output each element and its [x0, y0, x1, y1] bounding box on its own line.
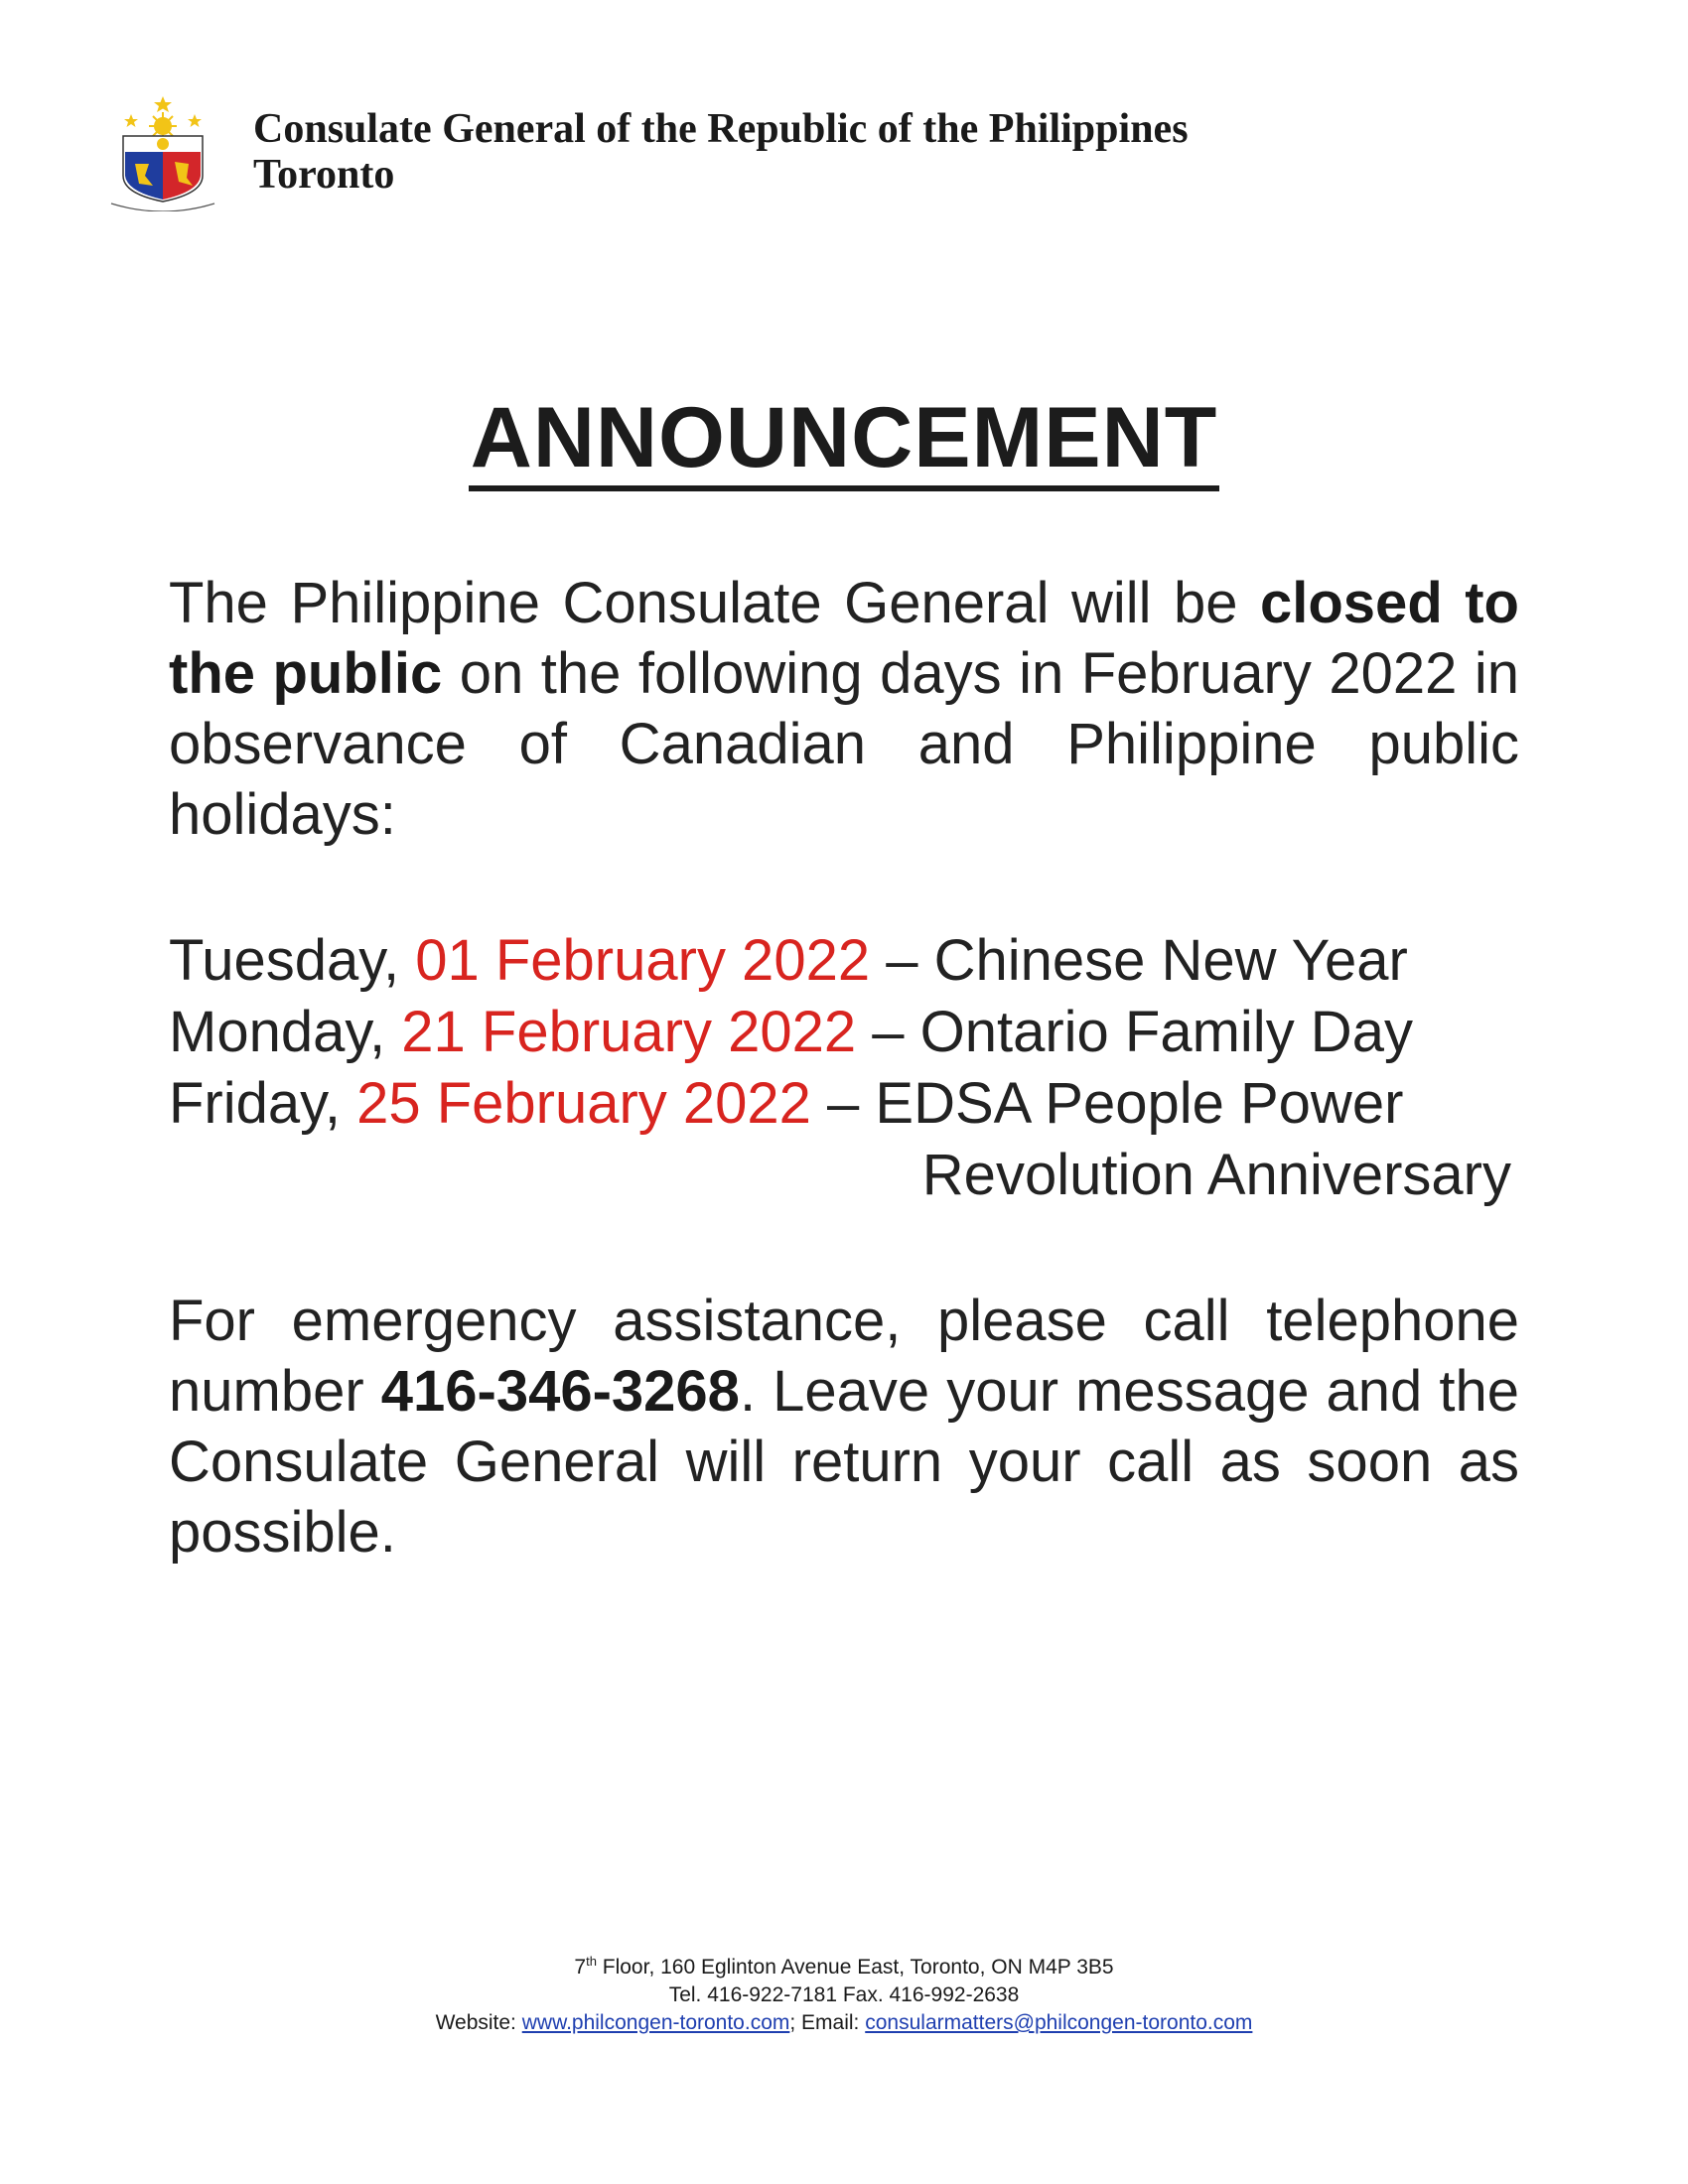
emergency-text-pre: For emergency assistance, please call telephone number: [169, 1289, 1519, 1424]
footer-address: [0, 1954, 1688, 1981]
holiday-day: Monday,: [169, 1000, 402, 1064]
holiday-event-continuation: Revolution Anniversary: [921, 1143, 1511, 1207]
holiday-date: 25 February 2022: [356, 1071, 811, 1136]
consulate-name: [253, 106, 1189, 198]
holiday-event: – EDSA People Power: [810, 1071, 1404, 1136]
email-link[interactable]: consularmatters@philcongen-toronto.com: [865, 2011, 1253, 2034]
consulate-name-line1: Consulate General of the Republic of the Philippines: [253, 106, 1189, 152]
emergency-phone: 416-346-3268: [380, 1359, 740, 1424]
philippine-seal-icon: [109, 94, 216, 211]
closure-text-pre: The Philippine Consulate General will be: [169, 571, 1260, 635]
emergency-paragraph: [169, 1286, 1519, 1568]
holiday-item: [169, 925, 1519, 997]
holiday-item: [169, 997, 1519, 1068]
closure-text-bold: closed to the public: [169, 571, 1519, 706]
footer-tel-fax: Tel. 416-922-7181 Fax. 416-992-2638: [668, 1983, 1020, 2006]
holiday-day: Tuesday,: [169, 928, 416, 993]
website-link[interactable]: www.philcongen-toronto.com: [521, 2011, 790, 2034]
footer-floor-suffix: th: [586, 1954, 597, 1969]
footer-address-text: Floor, 160 Eglinton Avenue East, Toronto, ON M4P 3B5: [596, 1956, 1114, 1979]
closure-paragraph: [169, 568, 1519, 850]
closure-text-post: on the following days in February 2022 in observance of Canadian and Philippine public holidays:: [169, 641, 1520, 847]
holiday-event: – Chinese New Year: [870, 928, 1408, 993]
letterhead: [109, 94, 1499, 223]
holiday-date: 01 February 2022: [415, 928, 871, 993]
footer-contact: [0, 2009, 1688, 2037]
consulate-name-line2: Toronto: [253, 152, 395, 198]
footer-floor-number: 7: [574, 1956, 587, 1979]
announcement-title: ANNOUNCEMENT: [469, 392, 1220, 491]
footer-email-label: ; Email:: [789, 2011, 866, 2034]
holiday-day: Friday,: [169, 1071, 357, 1136]
holiday-date: 21 February 2022: [401, 1000, 857, 1064]
footer-website-label: Website:: [435, 2011, 522, 2034]
holiday-item: [169, 1068, 1519, 1140]
emergency-text-post: . Leave your message and the Consulate General will return your call as soon as possible.: [169, 1359, 1519, 1565]
holiday-event: – Ontario Family Day: [856, 1000, 1413, 1064]
footer: [0, 1954, 1688, 2037]
announcement-title-wrap: [0, 392, 1688, 491]
holiday-list: [169, 925, 1519, 1211]
